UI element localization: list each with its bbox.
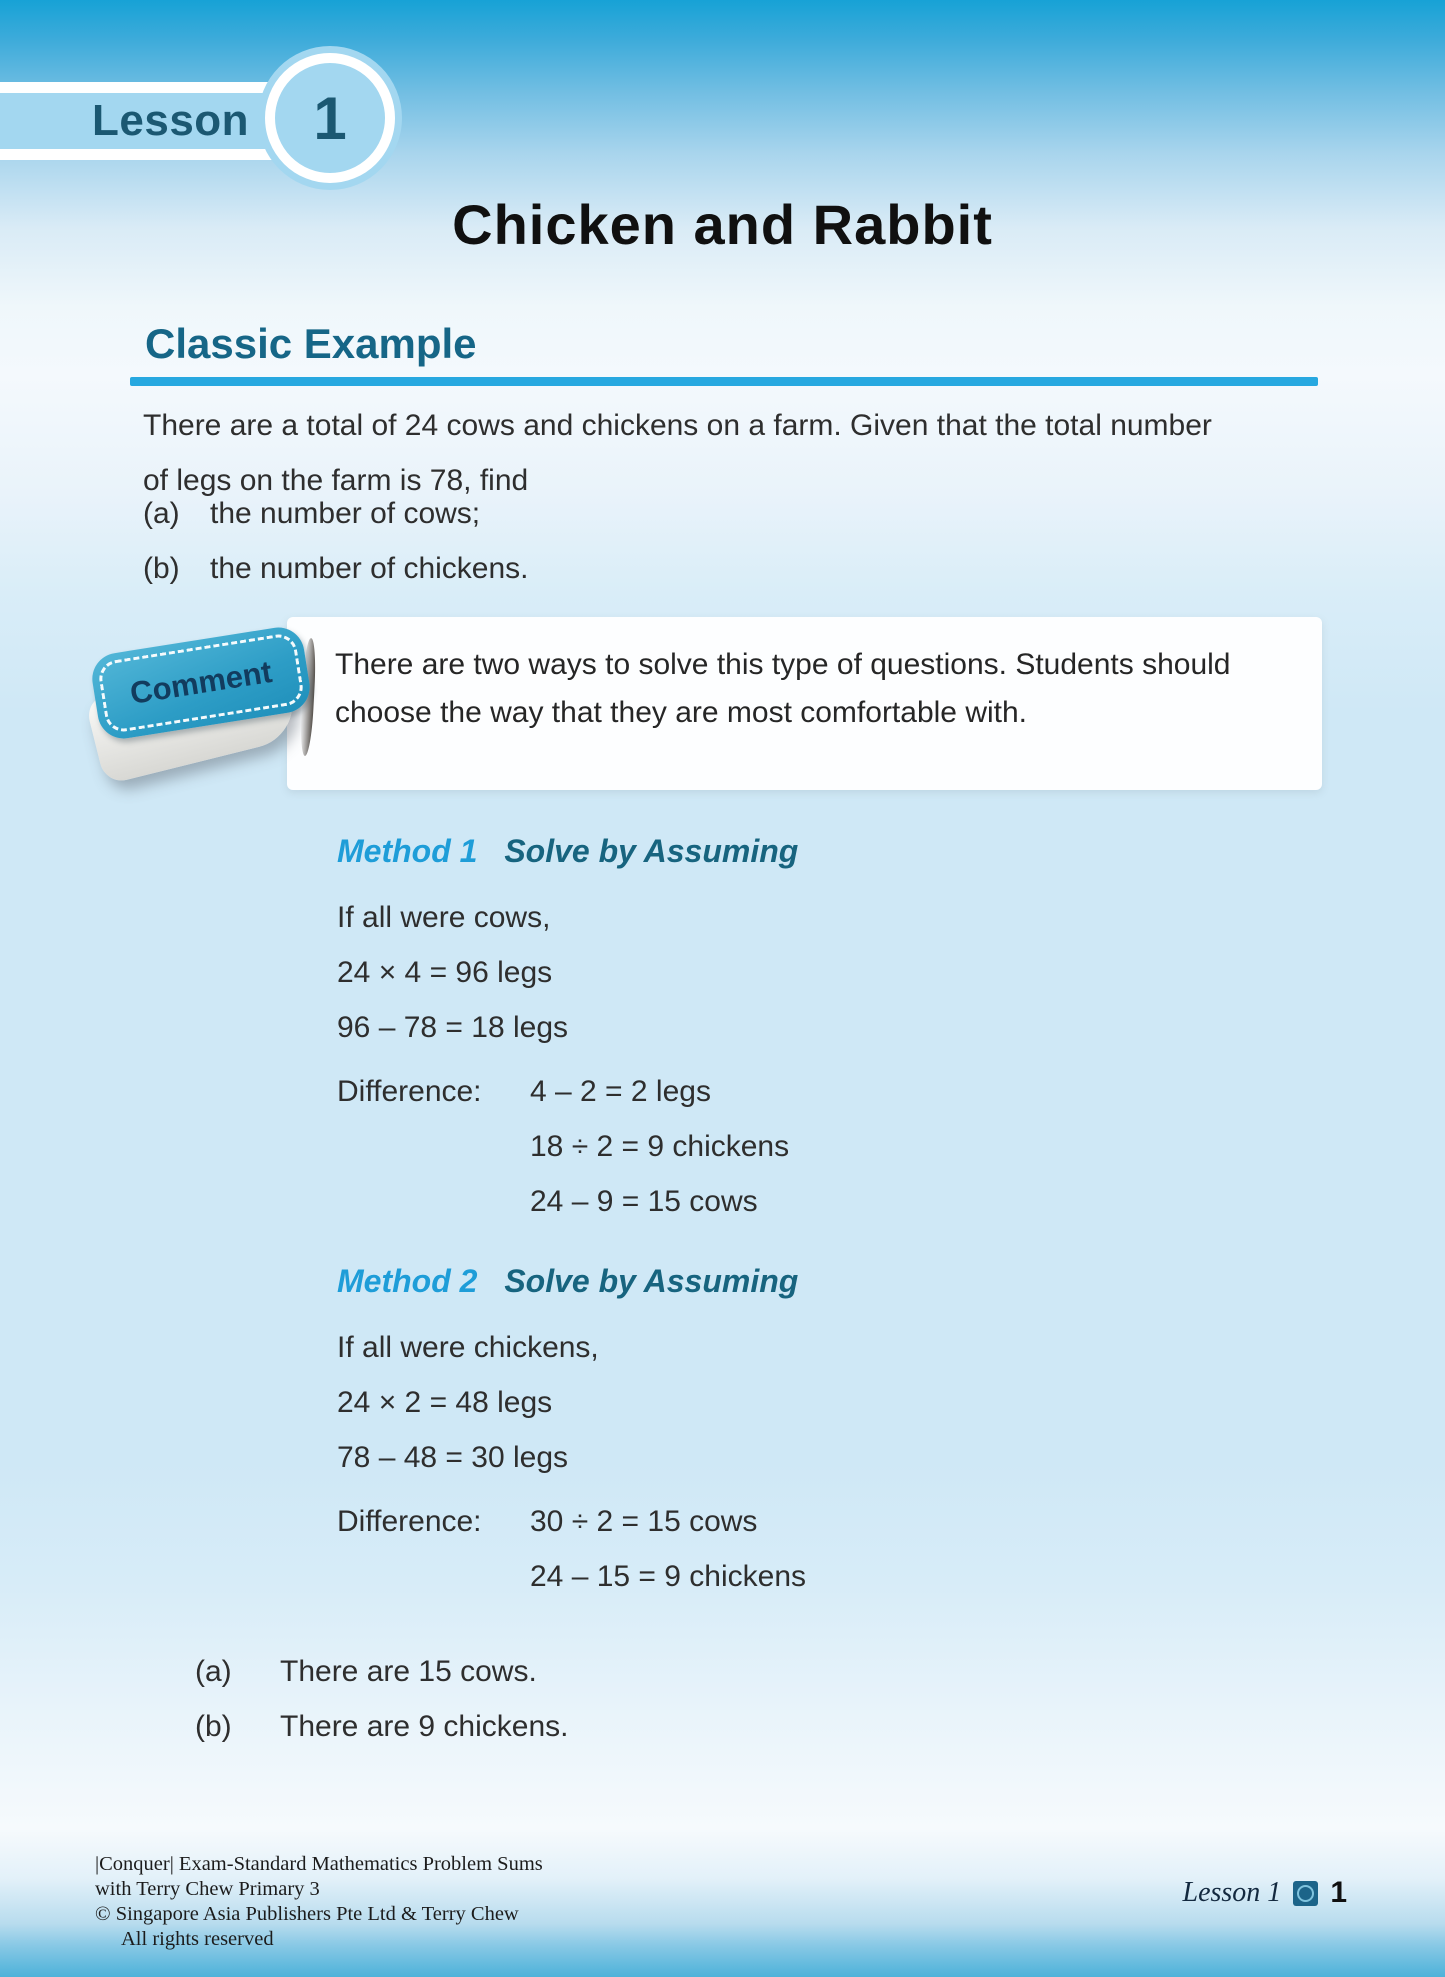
imprint-line: |Conquer| Exam-Standard Mathematics Problem Sums [95, 1853, 543, 1875]
answer-a-text: There are 15 cows. [280, 1655, 537, 1688]
imprint-line: © Singapore Asia Publishers Pte Ltd & Terry Chew [95, 1903, 519, 1925]
method-2-subtitle: Solve by Assuming [504, 1263, 799, 1299]
comment-text [335, 641, 1231, 737]
circle-in-square-icon [1293, 1881, 1318, 1906]
question-a [143, 494, 480, 534]
section-heading: Classic Example [145, 320, 477, 367]
problem-line: There are a total of 24 cows and chickens on a farm. Given that the total number [143, 409, 1212, 442]
solution-line: If all were chickens, [337, 1331, 599, 1364]
solution-line: If all were cows, [337, 901, 551, 934]
solution-line: 78 – 48 = 30 legs [337, 1441, 569, 1474]
answer-a [195, 1644, 568, 1699]
answer-b-label: (b) [195, 1710, 232, 1743]
page-folio [1183, 1876, 1347, 1910]
question-a-label: (a) [143, 497, 180, 530]
difference-line: 24 – 15 = 9 chickens [530, 1560, 807, 1593]
solution-line: 24 × 4 = 96 legs [337, 956, 553, 989]
lesson-number: 1 [313, 84, 347, 152]
method-1-heading [337, 833, 798, 870]
lesson-number-badge [258, 46, 402, 190]
problem-statement [143, 398, 1212, 508]
final-answers [195, 1644, 568, 1754]
method-1-subtitle: Solve by Assuming [504, 833, 799, 869]
method-1-block [337, 833, 798, 1229]
solution-line: 24 × 2 = 48 legs [337, 1386, 553, 1419]
difference-label: Difference: [337, 1505, 482, 1538]
imprint-line: with Terry Chew Primary 3 [95, 1878, 320, 1900]
difference-line: 24 – 9 = 15 cows [530, 1185, 758, 1218]
publisher-imprint [95, 1852, 543, 1952]
comment-line: There are two ways to solve this type of questions. Students should [335, 648, 1231, 681]
page-number: 1 [1330, 1876, 1347, 1909]
difference-line: 18 ÷ 2 = 9 chickens [530, 1130, 790, 1163]
method-2-difference [337, 1494, 806, 1604]
question-b-label: (b) [143, 552, 180, 585]
page-title: Chicken and Rabbit [452, 193, 993, 256]
folio-lesson-ref: Lesson 1 [1182, 1877, 1282, 1908]
answer-a-label: (a) [195, 1655, 232, 1688]
section-divider [130, 377, 1318, 386]
answer-b-text: There are 9 chickens. [280, 1710, 569, 1743]
comment-ribbon [88, 628, 318, 778]
difference-line: 4 – 2 = 2 legs [530, 1075, 711, 1108]
problem-line: of legs on the farm is 78, find [143, 464, 529, 497]
method-2-block [337, 1263, 806, 1604]
method-1-name: Method 1 [337, 833, 478, 869]
difference-label: Difference: [337, 1075, 482, 1108]
question-b [143, 549, 529, 589]
method-2-name: Method 2 [337, 1263, 478, 1299]
question-b-text: the number of chickens. [210, 552, 529, 585]
answer-b [195, 1699, 568, 1754]
method-1-difference [337, 1064, 798, 1229]
difference-line: 30 ÷ 2 = 15 cows [530, 1505, 758, 1538]
difference-lines [530, 1064, 789, 1229]
solution-line: 96 – 78 = 18 legs [337, 1011, 569, 1044]
comment-ribbon-label: Comment [127, 654, 275, 711]
comment-box [287, 617, 1322, 790]
lesson-label: Lesson [92, 96, 250, 145]
imprint-line: All rights reserved [121, 1928, 274, 1950]
difference-lines [530, 1494, 806, 1604]
question-a-text: the number of cows; [210, 497, 481, 530]
comment-line: choose the way that they are most comfortable with. [335, 696, 1028, 729]
method-2-heading [337, 1263, 806, 1300]
